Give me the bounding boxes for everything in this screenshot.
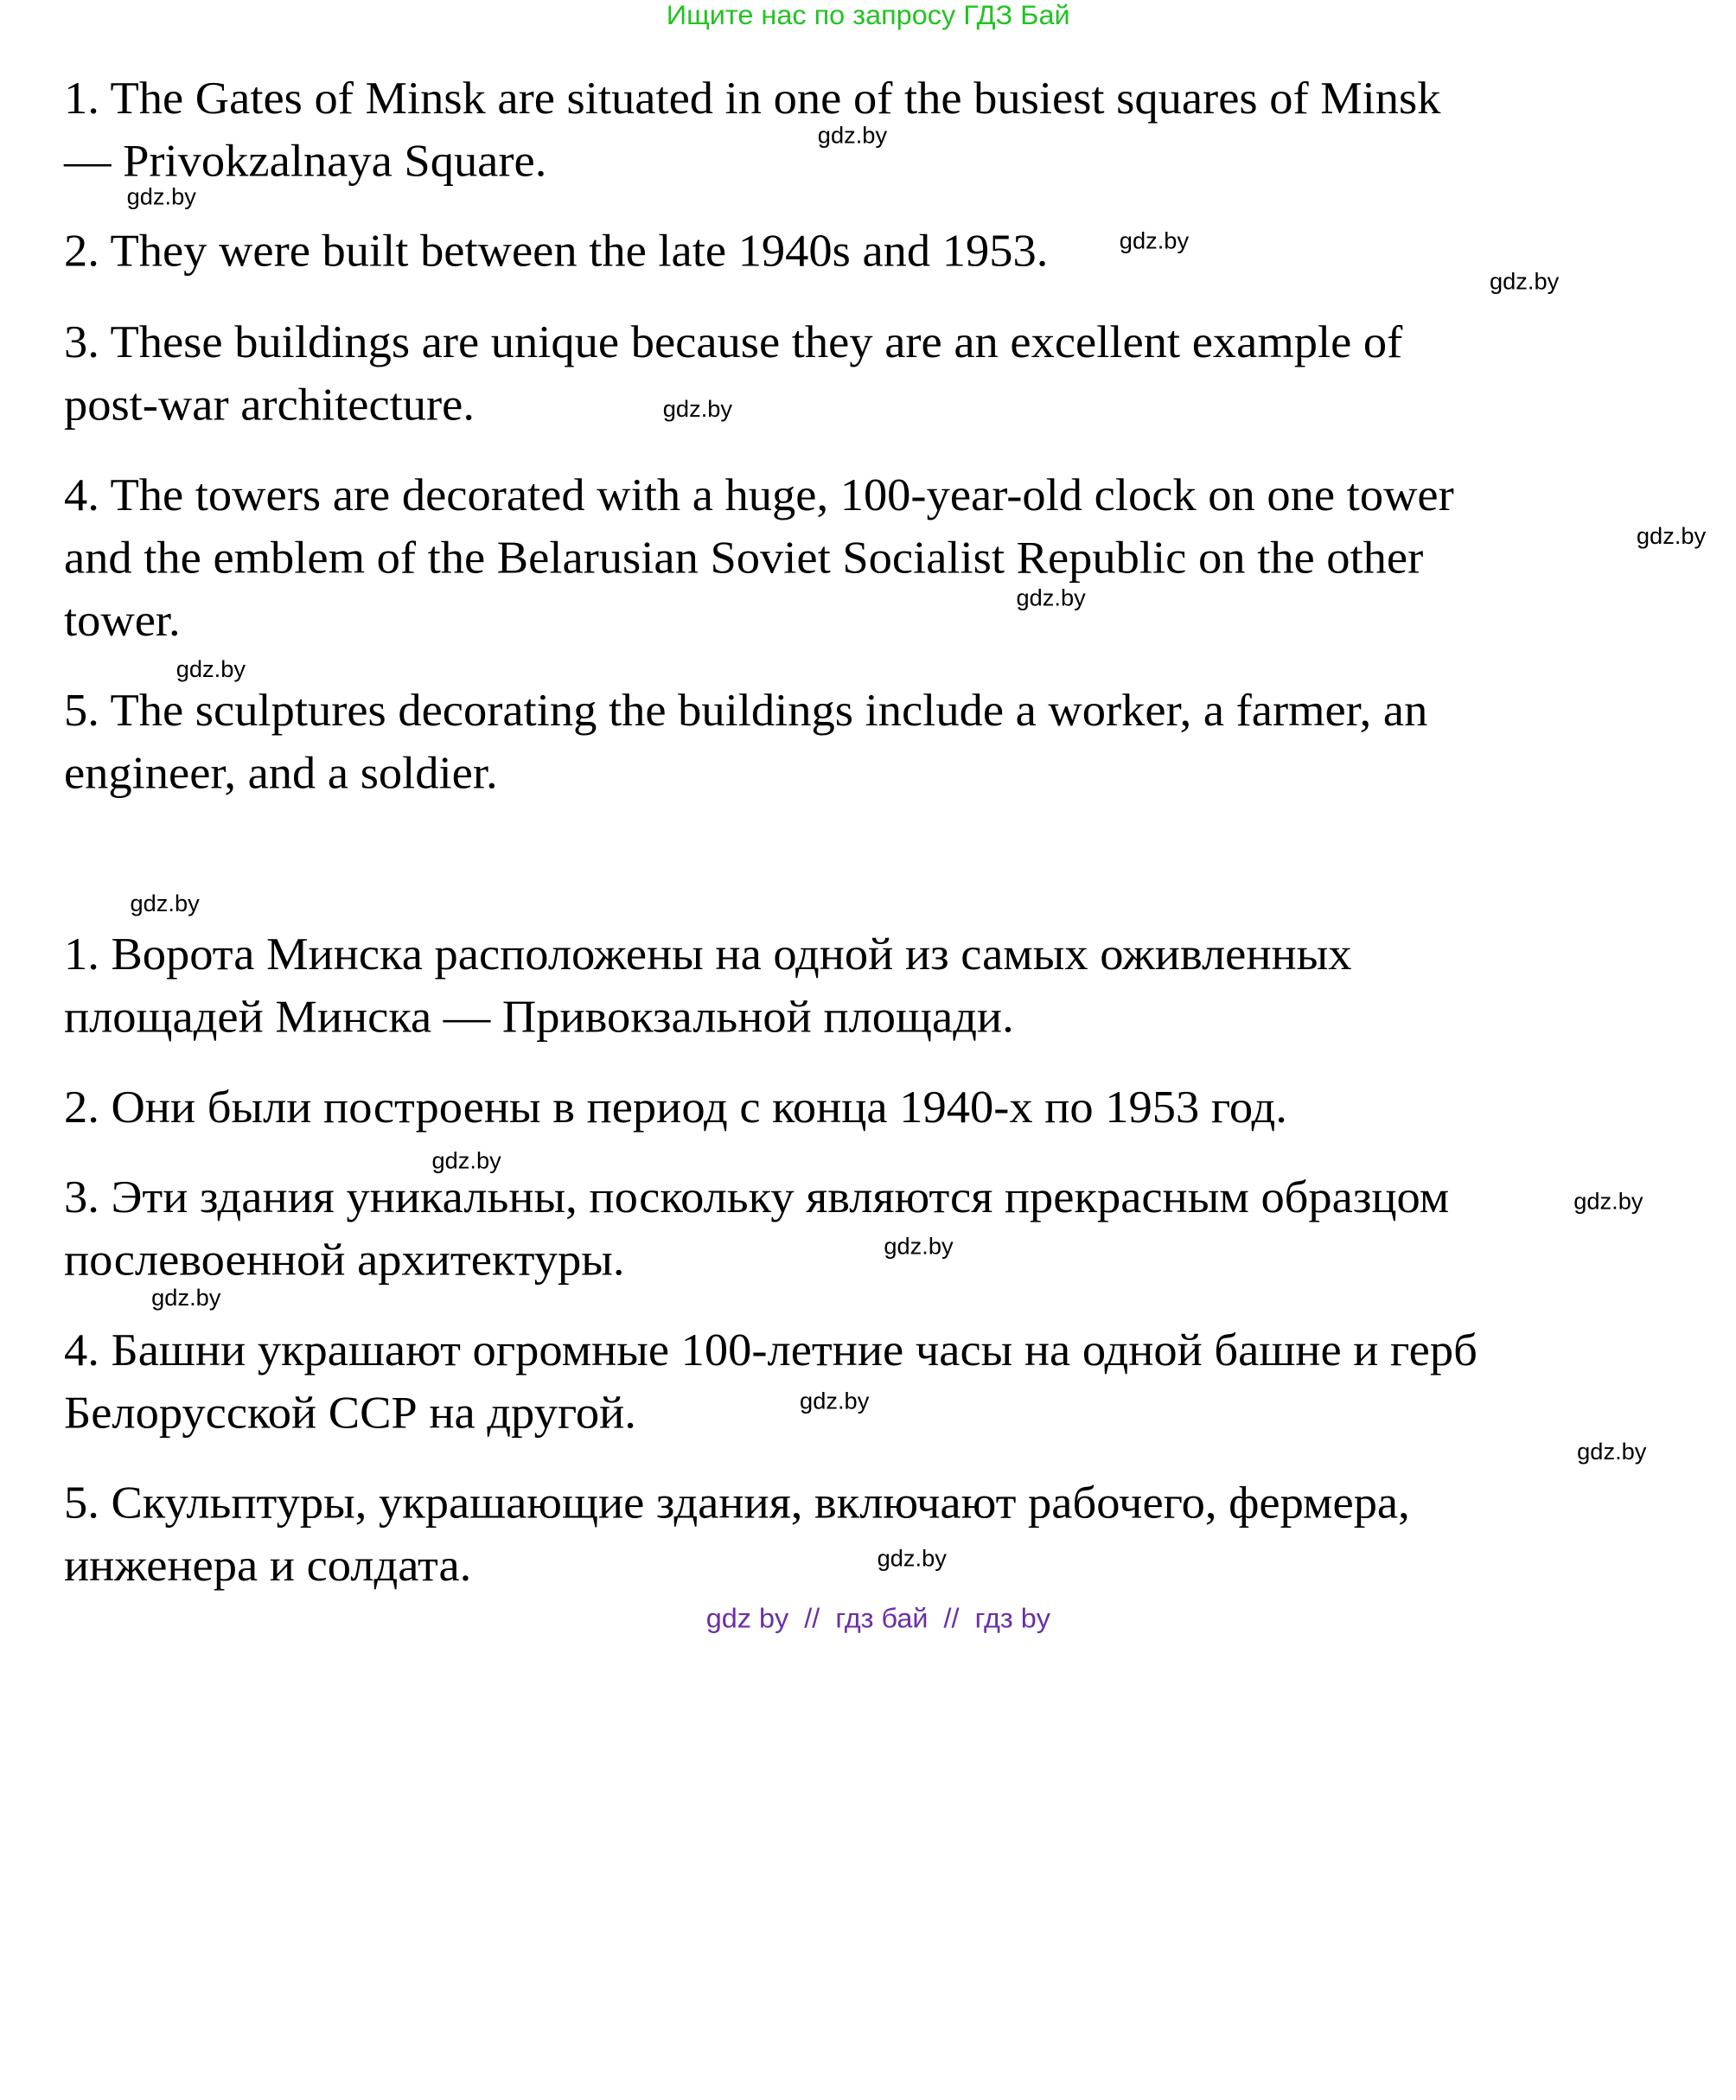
watermark: gdz.by bbox=[1636, 524, 1707, 550]
russian-item-2 bbox=[64, 1077, 1634, 1139]
watermark: gdz.by bbox=[126, 184, 196, 210]
english-item-4-line-2: and the emblem of the Belarusian Soviet Socialist Republic on the other bbox=[63, 533, 1424, 584]
russian-item-4-line-2: Белорусской ССР на другой. bbox=[63, 1388, 636, 1439]
russian-item-5-line-2: инженера и солдата. bbox=[63, 1541, 472, 1592]
english-item-4-line-3: tower. bbox=[63, 595, 181, 647]
english-item-3-line-1: 3. These buildings are unique because they are an excellent example of bbox=[63, 317, 1403, 368]
watermark: gdz.by bbox=[1119, 228, 1190, 254]
english-item-2-line-1: 2. They were built between the late 1940s and 1953. bbox=[63, 226, 1049, 278]
footer-links[interactable]: gdz by // гдз бай // гдз by bbox=[705, 1603, 1051, 1635]
watermark: gdz.by bbox=[176, 657, 246, 683]
watermark: gdz.by bbox=[800, 1388, 870, 1415]
english-item-2 bbox=[64, 221, 1634, 284]
russian-item-5-line-1: 5. Скульптуры, украшающие здания, включают рабочего, фермера, bbox=[63, 1478, 1410, 1529]
english-item-5-line-1: 5. The sculptures decorating the buildings include a worker, a farmer, an bbox=[63, 686, 1428, 737]
russian-item-1-line-1: 1. Ворота Минска расположены на одной из самых оживленных bbox=[63, 929, 1352, 980]
russian-item-4-line-1: 4. Башни украшают огромные 100-летние часы на одной башне и герб bbox=[63, 1325, 1478, 1376]
english-item-3-line-2: post-war architecture. bbox=[63, 380, 475, 431]
english-item-1-line-2: — Privokzalnaya Square. bbox=[63, 136, 547, 188]
watermark: gdz.by bbox=[662, 396, 733, 423]
russian-item-3-line-2: послевоенной архитектуры. bbox=[63, 1235, 625, 1286]
russian-item-4 bbox=[64, 1320, 1634, 1446]
english-item-4-line-1: 4. The towers are decorated with a huge, 100-year-old clock on one tower bbox=[63, 470, 1454, 521]
watermark: gdz.by bbox=[151, 1286, 221, 1312]
header-banner[interactable]: Ищите нас по запросу ГДЗ Бай bbox=[666, 0, 1070, 31]
watermark: gdz.by bbox=[1016, 585, 1086, 611]
english-item-5 bbox=[64, 680, 1634, 806]
russian-item-3-line-1: 3. Эти здания уникальны, поскольку являются прекрасным образцом bbox=[63, 1172, 1450, 1223]
english-item-3 bbox=[64, 312, 1634, 437]
watermark: gdz.by bbox=[1573, 1189, 1643, 1215]
russian-item-3 bbox=[64, 1167, 1634, 1293]
russian-item-2-line-1: 2. Они были построены в период с конца 1940-х по 1953 год. bbox=[63, 1082, 1287, 1133]
watermark: gdz.by bbox=[1577, 1439, 1647, 1465]
watermark: gdz.by bbox=[130, 890, 200, 917]
russian-item-5 bbox=[64, 1472, 1634, 1598]
watermark: gdz.by bbox=[431, 1148, 501, 1174]
english-item-5-line-2: engineer, and a soldier. bbox=[63, 748, 498, 800]
watermark: gdz.by bbox=[1489, 269, 1560, 295]
watermark: gdz.by bbox=[884, 1234, 954, 1260]
russian-item-1-line-2: площадей Минска — Привокзальной площади. bbox=[63, 992, 1014, 1044]
watermark: gdz.by bbox=[877, 1546, 947, 1572]
russian-item-1 bbox=[64, 924, 1634, 1050]
watermark: gdz.by bbox=[817, 123, 888, 149]
english-item-4 bbox=[64, 465, 1634, 653]
english-item-1-line-1: 1. The Gates of Minsk are situated in one of the busiest squares of Minsk bbox=[63, 73, 1441, 124]
